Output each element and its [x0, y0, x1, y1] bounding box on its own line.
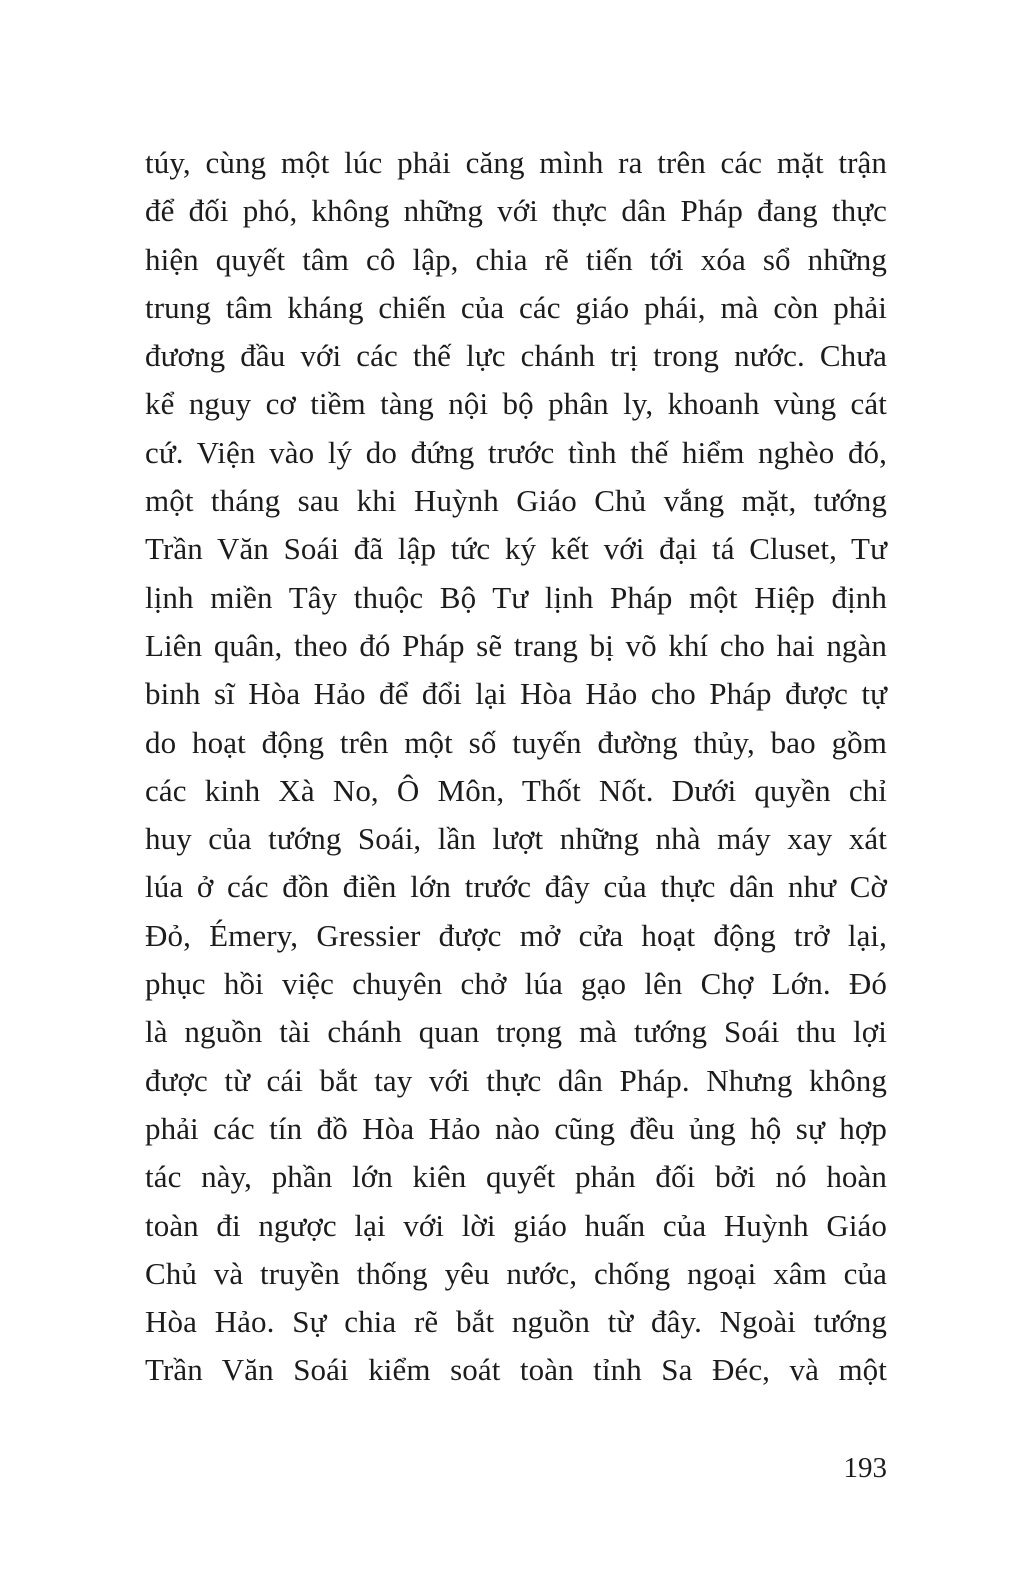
text-line: các kinh Xà No, Ô Môn, Thốt Nốt. Dưới quyền chỉ	[145, 772, 887, 808]
text-line: là nguồn tài chánh quan trọng mà tướng Soái thu lợi	[145, 1014, 887, 1050]
text-line: cứ. Viện vào lý do đứng trước tình thế hiểm nghèo đó,	[145, 434, 887, 470]
text-line: Đỏ, Émery, Gressier được mở cửa hoạt động trở lại,	[145, 917, 887, 953]
text-line: Trần Văn Soái kiểm soát toàn tỉnh Sa Đéc, và một	[145, 1352, 887, 1388]
page-number: 193	[843, 1452, 887, 1484]
text-line: Trần Văn Soái đã lập tức ký kết với đại tá Cluset, Tư	[145, 531, 887, 567]
text-line: Liên quân, theo đó Pháp sẽ trang bị võ khí cho hai ngàn	[145, 627, 887, 663]
text-line: được từ cái bắt tay với thực dân Pháp. Nhưng không	[145, 1062, 887, 1098]
text-line: huy của tướng Soái, lần lượt những nhà máy xay xát	[145, 821, 887, 857]
text-line: túy, cùng một lúc phải căng mình ra trên các mặt trận	[145, 145, 887, 180]
text-line: toàn đi ngược lại với lời giáo huấn của Huỳnh Giáo	[145, 1207, 887, 1243]
text-line: Hòa Hảo. Sự chia rẽ bắt nguồn từ đây. Ngoài tướng	[145, 1304, 887, 1340]
text-line: hiện quyết tâm cô lập, chia rẽ tiến tới xóa sổ những	[145, 241, 887, 277]
text-line: phục hồi việc chuyên chở lúa gạo lên Chợ Lớn. Đó	[145, 966, 887, 1002]
text-line: lịnh miền Tây thuộc Bộ Tư lịnh Pháp một Hiệp định	[145, 579, 887, 615]
text-line: để đối phó, không những với thực dân Pháp đang thực	[145, 193, 887, 229]
text-line: một tháng sau khi Huỳnh Giáo Chủ vắng mặt, tướng	[145, 483, 887, 519]
text-line: do hoạt động trên một số tuyến đường thủy, bao gồm	[145, 724, 887, 760]
text-line: trung tâm kháng chiến của các giáo phái, mà còn phải	[145, 289, 887, 325]
text-line: đương đầu với các thế lực chánh trị trong nước. Chưa	[145, 338, 887, 374]
text-line: binh sĩ Hòa Hảo để đổi lại Hòa Hảo cho Pháp được tự	[145, 676, 887, 712]
text-line: tác này, phần lớn kiên quyết phản đối bởi nó hoàn	[145, 1159, 887, 1195]
text-line: kể nguy cơ tiềm tàng nội bộ phân ly, khoanh vùng cát	[145, 386, 887, 422]
text-line: lúa ở các đồn điền lớn trước đây của thực dân như Cờ	[145, 869, 887, 905]
text-line: Chủ và truyền thống yêu nước, chống ngoại xâm của	[145, 1255, 887, 1291]
body-text	[145, 139, 887, 1395]
text-line: phải các tín đồ Hòa Hảo nào cũng đều ủng hộ sự hợp	[145, 1110, 887, 1146]
